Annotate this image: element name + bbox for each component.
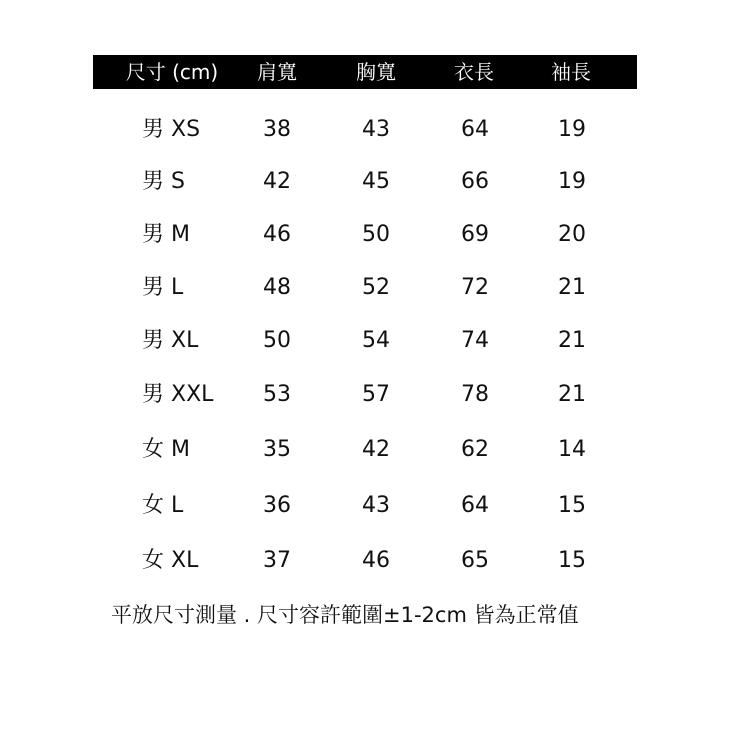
- sleeve-length-value: 15: [558, 493, 586, 518]
- table-row: [0, 541, 749, 581]
- body-length-value: 64: [461, 493, 489, 518]
- size-label: 女 XL: [142, 548, 199, 573]
- sleeve-length-value: 21: [558, 382, 586, 407]
- shoulder-width-value: 35: [263, 437, 291, 462]
- shoulder-width-value: 46: [263, 222, 291, 247]
- table-row: [0, 162, 749, 202]
- sleeve-length-value: 20: [558, 222, 586, 247]
- chest-width-value: 43: [362, 117, 390, 142]
- size-label: 女 M: [142, 437, 190, 462]
- header-size-cm: 尺寸 (cm): [125, 60, 219, 84]
- chest-width-value: 46: [362, 548, 390, 573]
- header-sleeve-length: 袖長: [551, 60, 591, 84]
- size-label: 男 XS: [142, 117, 201, 142]
- size-label: 男 XXL: [142, 382, 214, 407]
- size-label: 女 L: [142, 493, 184, 518]
- sleeve-length-value: 21: [558, 275, 586, 300]
- chest-width-value: 42: [362, 437, 390, 462]
- body-length-value: 72: [461, 275, 489, 300]
- size-label: 男 S: [142, 169, 185, 194]
- body-length-value: 74: [461, 328, 489, 353]
- chest-width-value: 50: [362, 222, 390, 247]
- size-label: 男 L: [142, 275, 184, 300]
- chest-width-value: 43: [362, 493, 390, 518]
- shoulder-width-value: 38: [263, 117, 291, 142]
- body-length-value: 78: [461, 382, 489, 407]
- shoulder-width-value: 37: [263, 548, 291, 573]
- body-length-value: 66: [461, 169, 489, 194]
- body-length-value: 65: [461, 548, 489, 573]
- chest-width-value: 52: [362, 275, 390, 300]
- chest-width-value: 54: [362, 328, 390, 353]
- body-length-value: 62: [461, 437, 489, 462]
- chest-width-value: 57: [362, 382, 390, 407]
- header-shoulder-width: 肩寬: [257, 60, 297, 84]
- table-row: [0, 268, 749, 308]
- sleeve-length-value: 14: [558, 437, 586, 462]
- sleeve-length-value: 21: [558, 328, 586, 353]
- body-length-value: 64: [461, 117, 489, 142]
- header-chest-width: 胸寬: [356, 60, 396, 84]
- table-row: [0, 486, 749, 526]
- shoulder-width-value: 50: [263, 328, 291, 353]
- header-body-length: 衣長: [454, 60, 494, 84]
- table-row: [0, 110, 749, 150]
- measurement-note: 平放尺寸測量 . 尺寸容許範圍±1-2cm 皆為正常值: [111, 603, 579, 627]
- body-length-value: 69: [461, 222, 489, 247]
- shoulder-width-value: 53: [263, 382, 291, 407]
- shoulder-width-value: 42: [263, 169, 291, 194]
- shoulder-width-value: 36: [263, 493, 291, 518]
- table-row: [0, 321, 749, 361]
- size-label: 男 XL: [142, 328, 199, 353]
- table-row: [0, 375, 749, 415]
- size-label: 男 M: [142, 222, 190, 247]
- table-row: [0, 215, 749, 255]
- sleeve-length-value: 19: [558, 169, 586, 194]
- sleeve-length-value: 19: [558, 117, 586, 142]
- table-header: [93, 55, 637, 89]
- shoulder-width-value: 48: [263, 275, 291, 300]
- table-row: [0, 430, 749, 470]
- chest-width-value: 45: [362, 169, 390, 194]
- sleeve-length-value: 15: [558, 548, 586, 573]
